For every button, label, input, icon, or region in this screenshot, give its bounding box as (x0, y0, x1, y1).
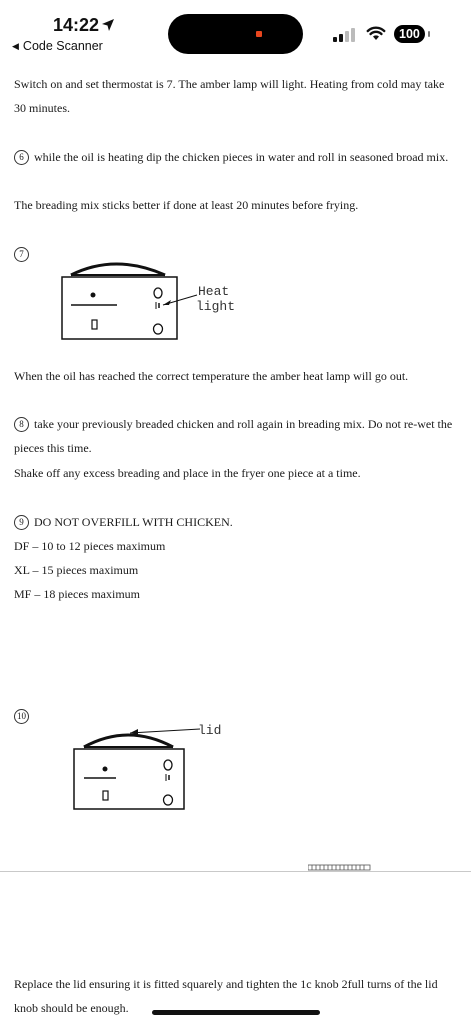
home-indicator[interactable] (152, 1010, 320, 1015)
step-6-text: while the oil is heating dip the chicken pieces in water and roll in seasoned broad mix. (34, 150, 449, 164)
step-7-number: 7 (14, 247, 29, 262)
replace-lid-paragraph: Replace the lid ensuring it is fitted squarely and tighten the 1c knob 2full turns of the lid knob should be enough. (14, 977, 438, 1015)
dynamic-island (168, 14, 303, 54)
fryer-heat-light-diagram (55, 255, 255, 345)
step-10-number: 10 (14, 709, 29, 724)
recording-indicator-icon (256, 31, 262, 37)
step-9-number: 9 (14, 515, 29, 530)
lid-outline (84, 735, 173, 747)
step-8-number: 8 (14, 417, 29, 432)
location-arrow-icon (101, 18, 115, 32)
heat-label-1: Heat (198, 284, 230, 299)
step-8-text: take your previously breaded chicken and roll again in breading mix. Do not re-wet the pieces this time. (14, 417, 453, 455)
lid-label: lid (198, 723, 222, 738)
battery-tip (428, 31, 430, 37)
step-6 (14, 145, 454, 169)
lid-outline (71, 264, 165, 275)
page-divider (0, 871, 471, 872)
status-bar (0, 0, 471, 62)
shake-off-note: Shake off any excess breading and place in the fryer one piece at a time. (14, 466, 361, 480)
fryer-body (74, 749, 184, 809)
cellular-signal-icon (333, 28, 357, 42)
fryer-lid-diagram (70, 718, 260, 813)
breading-note: The breading mix sticks better if done at least 20 minutes before frying. (14, 198, 359, 212)
intro-paragraph: Switch on and set thermostat is 7. The amber lamp will light. Heating from cold may take 30 minutes. (14, 77, 445, 115)
step-8 (14, 412, 454, 460)
oil-temperature-note: When the oil has reached the correct temperature the amber heat lamp will go out. (14, 369, 409, 383)
clock-time: 14:22 (53, 15, 100, 35)
wifi-icon (366, 25, 386, 41)
step-9-text: DO NOT OVERFILL WITH CHICKEN. (34, 515, 233, 529)
back-to-code-scanner[interactable] (12, 39, 103, 53)
clock (53, 15, 115, 36)
heat-label-2: light (196, 299, 236, 314)
back-label: Code Scanner (22, 39, 103, 53)
step-6-number: 6 (14, 150, 29, 165)
capacity-mf: MF – 18 pieces maximum (14, 587, 140, 601)
battery-level: 100 (399, 27, 420, 41)
back-arrow-icon: ◀ (12, 41, 19, 51)
battery-indicator (394, 25, 425, 43)
capacity-xl: XL – 15 pieces maximum (14, 563, 139, 577)
capacity-df: DF – 10 to 12 pieces maximum (14, 539, 166, 553)
step-9 (14, 510, 454, 534)
